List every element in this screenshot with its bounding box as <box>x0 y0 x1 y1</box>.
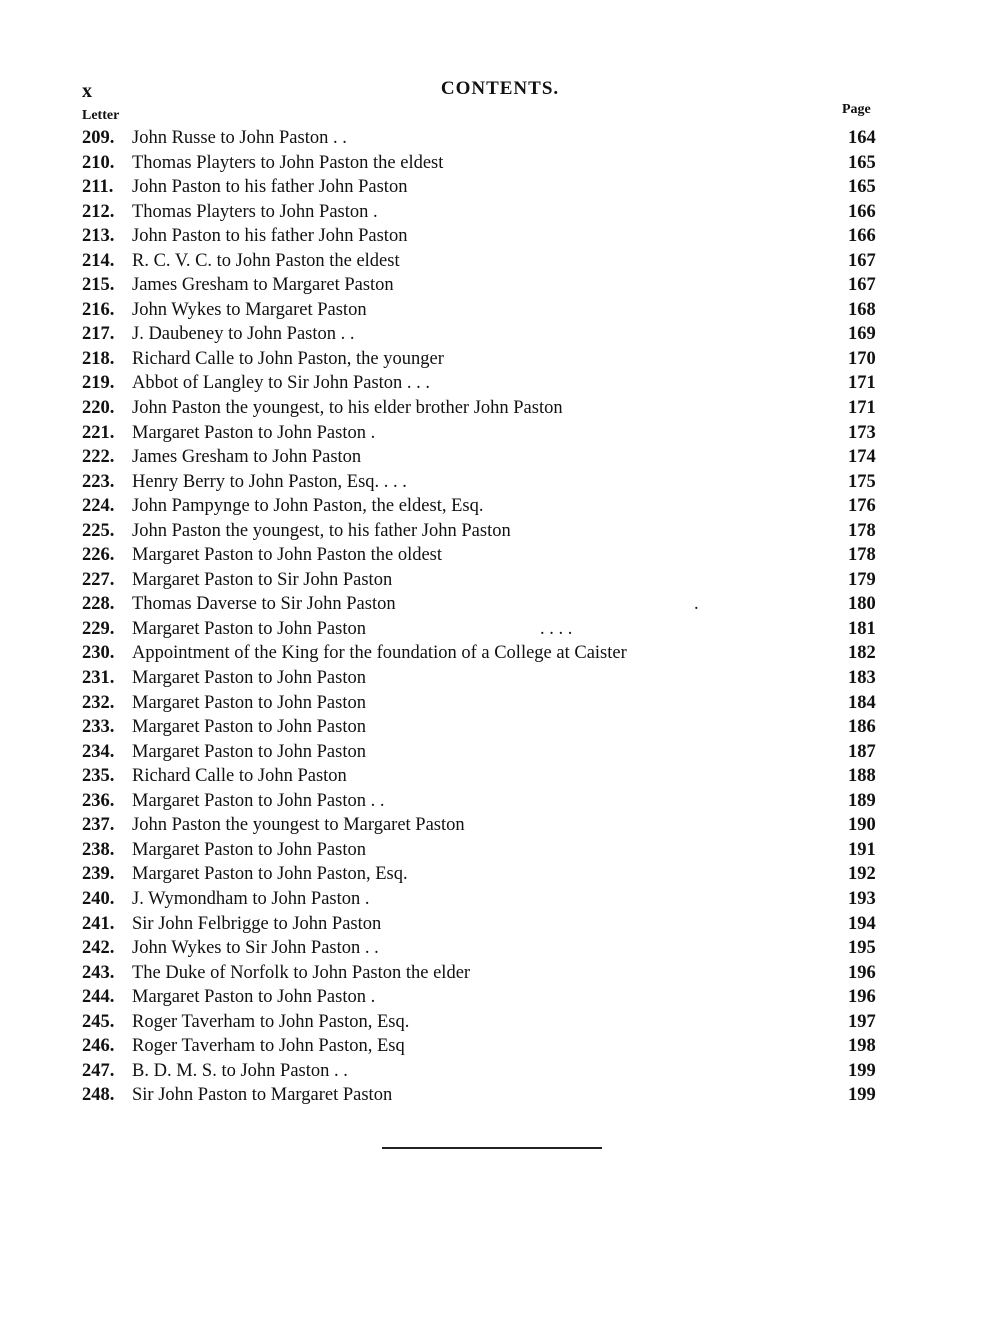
letter-number: 245. <box>82 1011 115 1032</box>
page-number: 176 <box>848 496 876 517</box>
letter-number: 246. <box>82 1036 115 1057</box>
letter-number: 227. <box>82 569 115 590</box>
contents-entry <box>0 126 1000 151</box>
page-number: 174 <box>848 447 876 468</box>
page-number: 167 <box>848 275 876 296</box>
letter-title: Appointment of the King for the foundation of a College at Caister <box>132 643 627 664</box>
letter-title: B. D. M. S. to John Paston . . <box>132 1060 348 1081</box>
page-number: 191 <box>848 839 876 860</box>
page-number: 178 <box>848 520 876 541</box>
page-number: 179 <box>848 569 876 590</box>
contents-entry <box>0 764 1000 789</box>
contents-entry <box>0 273 1000 298</box>
letter-number: 222. <box>82 447 115 468</box>
letter-title: Margaret Paston to John Paston <box>132 839 366 860</box>
contents-entry <box>0 838 1000 863</box>
contents-entry <box>0 224 1000 249</box>
letter-number: 248. <box>82 1085 115 1106</box>
page-number: 197 <box>848 1011 876 1032</box>
page-number: 188 <box>848 766 876 787</box>
page-number: 167 <box>848 250 876 271</box>
contents-entry <box>0 862 1000 887</box>
letter-number: 217. <box>82 324 115 345</box>
leader-dots: . <box>694 594 699 615</box>
page-number: 169 <box>848 324 876 345</box>
page-number: 190 <box>848 815 876 836</box>
letter-number: 214. <box>82 250 115 271</box>
page-number: 199 <box>848 1085 876 1106</box>
contents-entry <box>0 887 1000 912</box>
page-number: 181 <box>848 618 876 639</box>
letter-title: Margaret Paston to John Paston <box>132 741 366 762</box>
letter-title: Sir John Felbrigge to John Paston <box>132 913 382 934</box>
letter-title: Roger Taverham to John Paston, Esq <box>132 1036 405 1057</box>
letter-title: John Russe to John Paston . . <box>132 128 347 148</box>
page-number: 196 <box>848 987 876 1008</box>
letter-number: 233. <box>82 717 115 738</box>
contents-entry <box>0 666 1000 691</box>
letter-title: Thomas Playters to John Paston . <box>132 201 378 222</box>
letter-number: 220. <box>82 398 115 419</box>
contents-entry <box>0 1010 1000 1035</box>
contents-entry <box>0 151 1000 176</box>
contents-entry <box>0 789 1000 814</box>
contents-entry <box>0 568 1000 593</box>
letter-number: 243. <box>82 962 115 983</box>
letter-title: John Paston to his father John Paston <box>132 177 408 198</box>
contents-entry <box>0 961 1000 986</box>
page-number: 166 <box>848 201 876 222</box>
contents-entry <box>0 445 1000 470</box>
letter-number: 232. <box>82 692 115 713</box>
page-number: 194 <box>848 913 876 934</box>
page-number: 170 <box>848 348 876 369</box>
page-number: 196 <box>848 962 876 983</box>
contents-entry <box>0 1034 1000 1059</box>
contents-entry <box>0 985 1000 1010</box>
letter-number: 234. <box>82 741 115 762</box>
contents-entry <box>0 371 1000 396</box>
letter-number: 244. <box>82 987 115 1008</box>
page-number: 186 <box>848 717 876 738</box>
contents-entry <box>0 691 1000 716</box>
letter-title: John Paston the youngest, to his elder brother John Paston <box>132 398 563 419</box>
letter-number: 216. <box>82 299 115 320</box>
contents-entry <box>0 396 1000 421</box>
contents-entry <box>0 322 1000 347</box>
contents-entry <box>0 494 1000 519</box>
letter-number: 213. <box>82 226 115 247</box>
letter-title: Margaret Paston to John Paston <box>132 692 366 713</box>
folio-number: x <box>82 80 92 102</box>
letter-number: 238. <box>82 839 115 860</box>
contents-entry <box>0 592 1000 617</box>
page-number: 193 <box>848 888 876 909</box>
letter-title: John Paston the youngest to Margaret Paston <box>132 815 465 836</box>
letter-number: 219. <box>82 373 115 394</box>
letter-number: 247. <box>82 1060 115 1081</box>
letter-number: 215. <box>82 275 115 296</box>
letter-number: 237. <box>82 815 115 836</box>
page-number: 168 <box>848 299 876 320</box>
letter-title: Margaret Paston to John Paston <box>132 668 366 689</box>
letter-number: 209. <box>82 128 115 148</box>
letter-title: J. Wymondham to John Paston . <box>132 888 370 909</box>
letter-title: Margaret Paston to John Paston . <box>132 987 376 1008</box>
letter-number: 226. <box>82 545 115 566</box>
contents-entry <box>0 740 1000 765</box>
page-number: 199 <box>848 1060 876 1081</box>
letter-title: Margaret Paston to John Paston . . <box>132 790 385 811</box>
letter-number: 221. <box>82 422 115 443</box>
page-number: 171 <box>848 373 876 394</box>
closing-rule <box>382 1147 602 1149</box>
contents-entry <box>0 200 1000 225</box>
page-number: 182 <box>848 643 876 664</box>
letter-title: John Wykes to Margaret Paston <box>132 299 367 320</box>
letter-title: Margaret Paston to John Paston the oldest <box>132 545 443 566</box>
page-number: 184 <box>848 692 876 713</box>
letter-title: James Gresham to Margaret Paston <box>132 275 394 296</box>
letter-number: 235. <box>82 766 115 787</box>
letter-title: Margaret Paston to John Paston, Esq. <box>132 864 408 885</box>
page-number: 198 <box>848 1036 876 1057</box>
letter-number: 239. <box>82 864 115 885</box>
letter-title: Margaret Paston to Sir John Paston <box>132 569 393 590</box>
contents-entry <box>0 936 1000 961</box>
letter-title: The Duke of Norfolk to John Paston the elder <box>132 962 471 983</box>
letter-title: Margaret Paston to John Paston <box>132 717 366 738</box>
page-number: 180 <box>848 594 876 615</box>
page-number: 195 <box>848 938 876 959</box>
page-number: 165 <box>848 152 876 173</box>
letter-title: R. C. V. C. to John Paston the eldest <box>132 250 400 271</box>
page-number: 173 <box>848 422 876 443</box>
letter-title: James Gresham to John Paston <box>132 447 362 468</box>
letter-number: 242. <box>82 938 115 959</box>
contents-entry <box>0 519 1000 544</box>
contents-entry <box>0 617 1000 642</box>
page-number: 171 <box>848 398 876 419</box>
letter-number: 225. <box>82 520 115 541</box>
letter-number: 211. <box>82 177 114 198</box>
letter-title: John Paston the youngest, to his father John Paston <box>132 520 511 541</box>
page-number: 192 <box>848 864 876 885</box>
column-header-letter: Letter <box>82 108 120 123</box>
contents-entry <box>0 421 1000 446</box>
letter-number: 230. <box>82 643 115 664</box>
letter-number: 218. <box>82 348 115 369</box>
contents-list <box>0 126 1000 1108</box>
leader-dots: . . . . <box>540 618 573 639</box>
letter-title: Margaret Paston to John Paston . <box>132 422 376 443</box>
letter-number: 231. <box>82 668 115 689</box>
page-number: 178 <box>848 545 876 566</box>
letter-title: Richard Calle to John Paston, the younger <box>132 348 444 369</box>
page-number: 187 <box>848 741 876 762</box>
letter-title: Henry Berry to John Paston, Esq. . . . <box>132 471 407 492</box>
letter-title: John Wykes to Sir John Paston . . <box>132 938 379 959</box>
letter-title: Sir John Paston to Margaret Paston <box>132 1085 393 1106</box>
column-header-page: Page <box>842 102 871 117</box>
contents-entry <box>0 715 1000 740</box>
contents-entry <box>0 175 1000 200</box>
contents-entry <box>0 912 1000 937</box>
page-number: 175 <box>848 471 876 492</box>
letter-title: John Paston to his father John Paston <box>132 226 408 247</box>
letter-number: 210. <box>82 152 115 173</box>
contents-entry <box>0 298 1000 323</box>
contents-entry <box>0 543 1000 568</box>
letter-title: Abbot of Langley to Sir John Paston . . . <box>132 373 431 394</box>
contents-entry <box>0 470 1000 495</box>
page-number: 165 <box>848 177 876 198</box>
contents-entry <box>0 641 1000 666</box>
letter-number: 229. <box>82 618 115 639</box>
contents-entry <box>0 1083 1000 1108</box>
page-number: 183 <box>848 668 876 689</box>
letter-number: 241. <box>82 913 115 934</box>
letter-title: Roger Taverham to John Paston, Esq. <box>132 1011 410 1032</box>
letter-title: Thomas Daverse to Sir John Paston <box>132 594 396 615</box>
letter-number: 212. <box>82 201 115 222</box>
page-number: 166 <box>848 226 876 247</box>
page-number: 189 <box>848 790 876 811</box>
letter-title: John Pampynge to John Paston, the eldest, Esq. <box>132 496 484 517</box>
letter-title: Margaret Paston to John Paston <box>132 618 366 639</box>
letter-title: Richard Calle to John Paston <box>132 766 347 787</box>
contents-entry <box>0 813 1000 838</box>
contents-entry <box>0 1059 1000 1084</box>
letter-number: 228. <box>82 594 115 615</box>
contents-entry <box>0 249 1000 274</box>
running-title: CONTENTS. <box>440 78 560 99</box>
page-number: 164 <box>848 128 876 148</box>
letter-number: 224. <box>82 496 115 517</box>
letter-title: J. Daubeney to John Paston . . <box>132 324 355 345</box>
contents-entry <box>0 347 1000 372</box>
letter-number: 223. <box>82 471 115 492</box>
letter-number: 240. <box>82 888 115 909</box>
letter-title: Thomas Playters to John Paston the eldest <box>132 152 444 173</box>
letter-number: 236. <box>82 790 115 811</box>
